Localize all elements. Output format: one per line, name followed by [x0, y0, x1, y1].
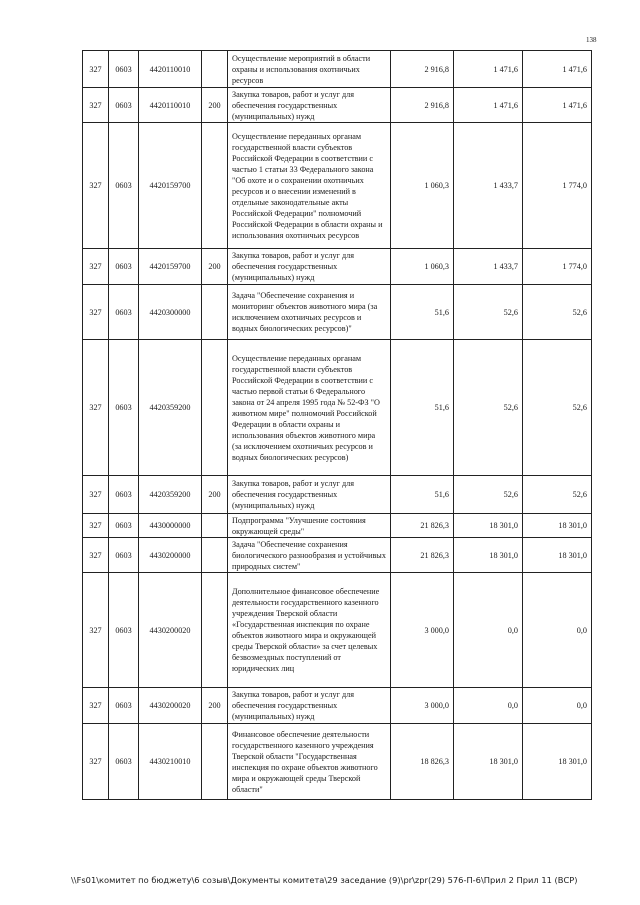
amount-year-3: 1 774,0 [523, 249, 592, 285]
expense-type-code: 200 [202, 88, 228, 123]
section-code: 327 [83, 538, 109, 573]
target-article-code: 4420159700 [139, 249, 202, 285]
amount-year-1: 3 000,0 [391, 573, 454, 688]
amount-year-2: 1 471,6 [454, 51, 523, 88]
table-row [83, 724, 592, 800]
table-row [83, 476, 592, 514]
amount-year-1: 51,6 [391, 476, 454, 514]
amount-year-2: 18 301,0 [454, 514, 523, 538]
amount-year-3: 18 301,0 [523, 514, 592, 538]
target-article-code: 4430200020 [139, 688, 202, 724]
row-description: Осуществление мероприятий в области охраны и использования охотничьих ресурсов [228, 51, 391, 88]
table-row [83, 573, 592, 688]
amount-year-3: 0,0 [523, 688, 592, 724]
row-description: Задача "Обеспечение сохранения и мониторинг объектов животного мира (за исключением охотничьих ресурсов и водных биологических ресурсов)" [228, 285, 391, 340]
table-row [83, 688, 592, 724]
expense-type-code [202, 514, 228, 538]
amount-year-1: 3 000,0 [391, 688, 454, 724]
subsection-code: 0603 [109, 249, 139, 285]
target-article-code: 4420359200 [139, 340, 202, 476]
target-article-code: 4420300000 [139, 285, 202, 340]
row-description: Осуществление переданных органам государственной власти субъектов Российской Федерации в соответствии с частью первой статьи 6 Федерального закона от 24 апреля 1995 года № 52-ФЗ "О животном мире" полномочий Российской Федерации в области охраны и использования объектов животного мира (за исключением охотничьих ресурсов и водных биологических ресурсов) [228, 340, 391, 476]
row-description: Подпрограмма "Улучшение состояния окружающей среды" [228, 514, 391, 538]
row-description: Закупка товаров, работ и услуг для обеспечения государственных (муниципальных) нужд [228, 476, 391, 514]
table-row [83, 514, 592, 538]
amount-year-3: 52,6 [523, 476, 592, 514]
subsection-code: 0603 [109, 724, 139, 800]
subsection-code: 0603 [109, 476, 139, 514]
subsection-code: 0603 [109, 514, 139, 538]
amount-year-1: 51,6 [391, 285, 454, 340]
amount-year-2: 52,6 [454, 476, 523, 514]
amount-year-2: 1 433,7 [454, 249, 523, 285]
subsection-code: 0603 [109, 340, 139, 476]
row-description: Дополнительное финансовое обеспечение деятельности государственного казенного учреждения Тверской области «Государственная инспекция по охране объектов животного мира и окружающей среды Тверской области» за счет целевых безвозмездных поступлений от юридических лиц [228, 573, 391, 688]
target-article-code: 4420359200 [139, 476, 202, 514]
expense-type-code: 200 [202, 476, 228, 514]
amount-year-2: 18 301,0 [454, 724, 523, 800]
row-description: Осуществление переданных органам государственной власти субъектов Российской Федерации в соответствии с частью 1 статьи 33 Федерального закона "Об охоте и о сохранении охотничьих ресурсов и о внесении изменений в отдельные законодательные акты Российской Федерации" полномочий Российской Федерации в области охраны и использования охотничьих ресурсов [228, 123, 391, 249]
section-code: 327 [83, 249, 109, 285]
expense-type-code [202, 724, 228, 800]
amount-year-1: 18 826,3 [391, 724, 454, 800]
expense-type-code [202, 538, 228, 573]
table-row [83, 123, 592, 249]
page-number: 138 [586, 36, 597, 44]
table-row [83, 249, 592, 285]
expense-type-code: 200 [202, 688, 228, 724]
target-article-code: 4430210010 [139, 724, 202, 800]
amount-year-2: 52,6 [454, 285, 523, 340]
subsection-code: 0603 [109, 88, 139, 123]
amount-year-2: 18 301,0 [454, 538, 523, 573]
amount-year-1: 1 060,3 [391, 249, 454, 285]
expense-type-code [202, 573, 228, 688]
subsection-code: 0603 [109, 573, 139, 688]
subsection-code: 0603 [109, 123, 139, 249]
amount-year-2: 1 471,6 [454, 88, 523, 123]
section-code: 327 [83, 51, 109, 88]
amount-year-2: 0,0 [454, 688, 523, 724]
amount-year-3: 0,0 [523, 573, 592, 688]
expense-type-code: 200 [202, 249, 228, 285]
amount-year-3: 1 471,6 [523, 51, 592, 88]
table-row [83, 285, 592, 340]
amount-year-2: 1 433,7 [454, 123, 523, 249]
footer-file-path: \\Fs01\комитет по бюджету\6 созыв\Документы комитета\29 заседание (9)\pr\zpr(29) 576-П-6\Прил 2 Прил 11 (ВСР) [71, 875, 578, 885]
table-row [83, 88, 592, 123]
subsection-code: 0603 [109, 538, 139, 573]
subsection-code: 0603 [109, 285, 139, 340]
section-code: 327 [83, 514, 109, 538]
amount-year-2: 52,6 [454, 340, 523, 476]
row-description: Задача "Обеспечение сохранения биологического разнообразия и устойчивых природных систем" [228, 538, 391, 573]
section-code: 327 [83, 688, 109, 724]
section-code: 327 [83, 123, 109, 249]
target-article-code: 4430200020 [139, 573, 202, 688]
row-description: Финансовое обеспечение деятельности государственного казенного учреждения Тверской области "Государственная инспекция по охране объектов животного мира и окружающей среды Тверской области" [228, 724, 391, 800]
amount-year-1: 21 826,3 [391, 514, 454, 538]
row-description: Закупка товаров, работ и услуг для обеспечения государственных (муниципальных) нужд [228, 88, 391, 123]
table-row [83, 51, 592, 88]
row-description: Закупка товаров, работ и услуг для обеспечения государственных (муниципальных) нужд [228, 249, 391, 285]
section-code: 327 [83, 476, 109, 514]
target-article-code: 4430000000 [139, 514, 202, 538]
section-code: 327 [83, 573, 109, 688]
section-code: 327 [83, 285, 109, 340]
amount-year-1: 51,6 [391, 340, 454, 476]
amount-year-2: 0,0 [454, 573, 523, 688]
expense-type-code [202, 123, 228, 249]
amount-year-3: 52,6 [523, 285, 592, 340]
amount-year-3: 18 301,0 [523, 538, 592, 573]
target-article-code: 4420110010 [139, 51, 202, 88]
expense-type-code [202, 340, 228, 476]
amount-year-1: 2 916,8 [391, 51, 454, 88]
amount-year-3: 1 471,6 [523, 88, 592, 123]
expense-type-code [202, 285, 228, 340]
expense-type-code [202, 51, 228, 88]
amount-year-3: 52,6 [523, 340, 592, 476]
section-code: 327 [83, 340, 109, 476]
subsection-code: 0603 [109, 688, 139, 724]
amount-year-1: 2 916,8 [391, 88, 454, 123]
target-article-code: 4420110010 [139, 88, 202, 123]
table-row [83, 340, 592, 476]
amount-year-1: 1 060,3 [391, 123, 454, 249]
amount-year-3: 18 301,0 [523, 724, 592, 800]
subsection-code: 0603 [109, 51, 139, 88]
row-description: Закупка товаров, работ и услуг для обеспечения государственных (муниципальных) нужд [228, 688, 391, 724]
budget-table [82, 50, 592, 800]
amount-year-1: 21 826,3 [391, 538, 454, 573]
table-row [83, 538, 592, 573]
section-code: 327 [83, 724, 109, 800]
target-article-code: 4420159700 [139, 123, 202, 249]
target-article-code: 4430200000 [139, 538, 202, 573]
section-code: 327 [83, 88, 109, 123]
amount-year-3: 1 774,0 [523, 123, 592, 249]
